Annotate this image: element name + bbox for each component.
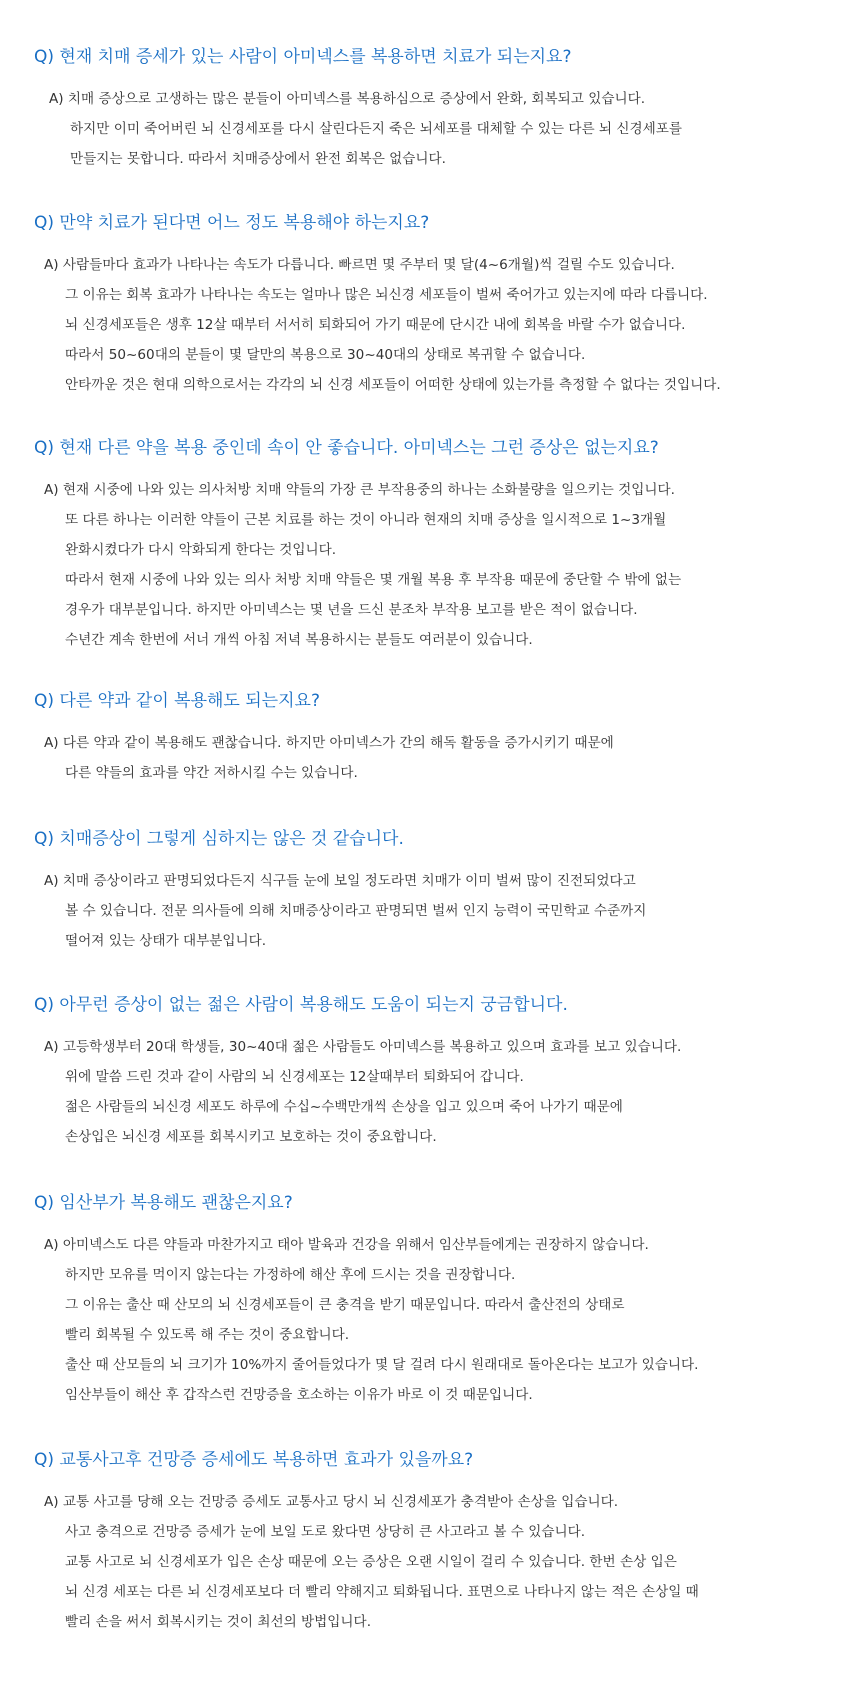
answer-line: 하지만 이미 죽어버린 뇌 신경세포를 다시 살린다든지 죽은 뇌세포를 대체할 수 있는 다른 뇌 신경세포를 — [70, 121, 683, 137]
answer-line: A) 교통 사고를 당해 오는 건망증 증세도 교통사고 당시 뇌 신경세포가 충격받아 손상을 입습니다. — [44, 1494, 619, 1510]
faq-question: Q) 현재 다른 약을 복용 중인데 속이 안 좋습니다. 아미넥스는 그런 증상은 없는지요? — [34, 438, 659, 458]
answer-line: A) 현재 시중에 나와 있는 의사처방 치매 약들의 가장 큰 부작용중의 하나는 소화불량을 일으키는 것입니다. — [44, 482, 675, 498]
answer-line: 볼 수 있습니다. 전문 의사들에 의해 치매증상이라고 판명되면 벌써 인지 능력이 국민학교 수준까지 — [65, 903, 647, 919]
answer-line: 빨리 손을 써서 회복시키는 것이 최선의 방법입니다. — [65, 1614, 372, 1630]
faq-answer — [44, 250, 721, 400]
answer-line: 임산부들이 해산 후 갑작스런 건망증을 호소하는 이유가 바로 이 것 때문입니다. — [65, 1387, 533, 1403]
faq-answer — [49, 84, 682, 174]
faq-question: Q) 현재 치매 증세가 있는 사람이 아미넥스를 복용하면 치료가 되는지요? — [34, 47, 572, 67]
answer-line: 경우가 대부분입니다. 하지만 아미넥스는 몇 년을 드신 분조차 부작용 보고를 받은 적이 없습니다. — [65, 602, 638, 618]
faq-answer — [44, 728, 614, 788]
answer-line: 뇌 신경 세포는 다른 뇌 신경세포보다 더 빨리 약해지고 퇴화됩니다. 표면으로 나타나지 않는 적은 손상일 때 — [65, 1584, 699, 1600]
answer-line: 위에 말씀 드린 것과 같이 사람의 뇌 신경세포는 12살때부터 퇴화되어 갑니다. — [65, 1069, 524, 1085]
answer-line: A) 다른 약과 같이 복용해도 괜찮습니다. 하지만 아미넥스가 간의 해독 활동을 증가시키기 때문에 — [44, 735, 614, 751]
answer-line: A) 아미넥스도 다른 약들과 마찬가지고 태아 발육과 건강을 위해서 임산부들에게는 권장하지 않습니다. — [44, 1237, 649, 1253]
answer-line: 그 이유는 회복 효과가 나타나는 속도는 얼마나 많은 뇌신경 세포들이 벌써 죽어가고 있는지에 따라 다릅니다. — [65, 287, 708, 303]
answer-line: 떨어져 있는 상태가 대부분입니다. — [65, 933, 267, 949]
answer-line: 또 다른 하나는 이러한 약들이 근본 치료를 하는 것이 아니라 현재의 치매 증상을 일시적으로 1~3개월 — [65, 512, 667, 528]
answer-line: 빨리 회복될 수 있도록 해 주는 것이 중요합니다. — [65, 1327, 350, 1343]
faq-answer — [44, 1032, 681, 1152]
answer-line: 교통 사고로 뇌 신경세포가 입은 손상 때문에 오는 증상은 오랜 시일이 걸리 수 있습니다. 한번 손상 입은 — [65, 1554, 677, 1570]
answer-line: 손상입은 뇌신경 세포를 회복시키고 보호하는 것이 중요합니다. — [65, 1129, 437, 1145]
answer-line: 다른 약들의 효과를 약간 저하시킬 수는 있습니다. — [65, 765, 358, 781]
faq-question: Q) 치매증상이 그렇게 심하지는 않은 것 같습니다. — [34, 829, 404, 849]
answer-line: 만들지는 못합니다. 따라서 치매증상에서 완전 회복은 없습니다. — [70, 151, 446, 167]
faq-answer — [44, 1230, 698, 1410]
faq-question: Q) 만약 치료가 된다면 어느 정도 복용해야 하는지요? — [34, 213, 430, 233]
faq-question: Q) 다른 약과 같이 복용해도 되는지요? — [34, 691, 320, 711]
answer-line: 수년간 계속 한번에 서너 개씩 아침 저녁 복용하시는 분들도 여러분이 있습니다. — [65, 632, 533, 648]
answer-line: 안타까운 것은 현대 의학으로서는 각각의 뇌 신경 세포들이 어떠한 상태에 있는가를 측정할 수 없다는 것입니다. — [65, 377, 721, 393]
answer-line: A) 치매 증상이라고 판명되었다든지 식구들 눈에 보일 정도라면 치매가 이미 벌써 많이 진전되었다고 — [44, 873, 636, 889]
answer-line: 사고 충격으로 건망증 증세가 눈에 보일 도로 왔다면 상당히 큰 사고라고 볼 수 있습니다. — [65, 1524, 586, 1540]
answer-line: A) 치매 증상으로 고생하는 많은 분들이 아미넥스를 복용하심으로 증상에서 완화, 회복되고 있습니다. — [49, 91, 646, 107]
faq-question: Q) 아무런 증상이 없는 젊은 사람이 복용해도 도움이 되는지 궁금합니다. — [34, 995, 568, 1015]
answer-line: 그 이유는 출산 때 산모의 뇌 신경세포들이 큰 충격을 받기 때문입니다. 따라서 출산전의 상태로 — [65, 1297, 625, 1313]
answer-line: 출산 때 산모들의 뇌 크기가 10%까지 줄어들었다가 몇 달 걸려 다시 원래대로 돌아온다는 보고가 있습니다. — [65, 1357, 699, 1373]
faq-answer — [44, 1487, 699, 1637]
answer-line: 따라서 50~60대의 분들이 몇 달만의 복용으로 30~40대의 상태로 복귀할 수 없습니다. — [65, 347, 586, 363]
answer-line: A) 고등학생부터 20대 학생들, 30~40대 젊은 사람들도 아미넥스를 복용하고 있으며 효과를 보고 있습니다. — [44, 1039, 682, 1055]
answer-line: 젊은 사람들의 뇌신경 세포도 하루에 수십~수백만개씩 손상을 입고 있으며 죽어 나가기 때문에 — [65, 1099, 623, 1115]
faq-question: Q) 교통사고후 건망증 증세에도 복용하면 효과가 있을까요? — [34, 1450, 474, 1470]
answer-line: 따라서 현재 시중에 나와 있는 의사 처방 치매 약들은 몇 개월 복용 후 부작용 때문에 중단할 수 밖에 없는 — [65, 572, 682, 588]
faq-answer — [44, 866, 646, 956]
answer-line: 뇌 신경세포들은 생후 12살 때부터 서서히 퇴화되어 가기 때문에 단시간 내에 회복을 바랄 수가 없습니다. — [65, 317, 686, 333]
answer-line: 완화시켰다가 다시 악화되게 한다는 것입니다. — [65, 542, 337, 558]
faq-question: Q) 임산부가 복용해도 괜찮은지요? — [34, 1193, 293, 1213]
faq-answer — [44, 475, 681, 655]
answer-line: A) 사람들마다 효과가 나타나는 속도가 다릅니다. 빠르면 몇 주부터 몇 달(4~6개월)씩 걸릴 수도 있습니다. — [44, 257, 675, 273]
answer-line: 하지만 모유를 먹이지 않는다는 가정하에 해산 후에 드시는 것을 권장합니다. — [65, 1267, 516, 1283]
